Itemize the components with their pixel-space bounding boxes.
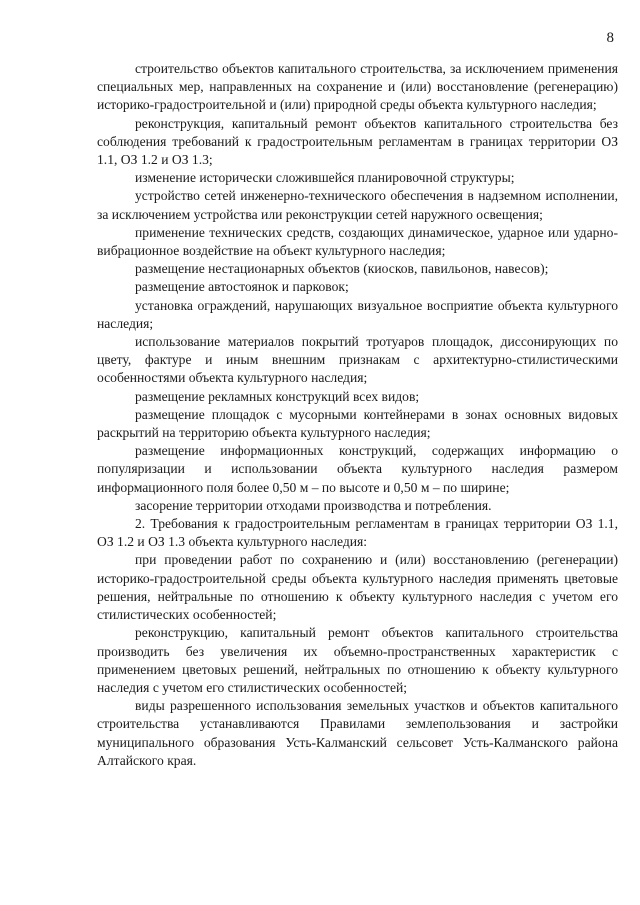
paragraph: установка ограждений, нарушающих визуальное восприятие объекта культурного наследия; bbox=[97, 297, 618, 331]
paragraph: использование материалов покрытий тротуаров площадок, диссонирующих по цвету, фактуре и иным внешним признакам с архитектурно-стилистическими особенностями объекта культурного наследия; bbox=[97, 334, 618, 386]
paragraph: при проведении работ по сохранению и (или) восстановлению (регенерации) историко-градостроительной среды объекта культурного наследия применять цветовые решения, нейтральные по отношению к объекту культурного наследия с учетом его стилистических особенностей; bbox=[97, 552, 618, 623]
paragraph: применение технических средств, создающих динамическое, ударное или ударно-вибрационное воздействие на объект культурного наследия; bbox=[97, 224, 618, 259]
document-body bbox=[97, 60, 618, 770]
paragraph: размещение площадок с мусорными контейнерами в зонах основных видовых раскрытий на территорию объекта культурного наследия; bbox=[97, 406, 618, 441]
paragraph: устройство сетей инженерно-технического обеспечения в надземном исполнении, за исключением устройства или реконструкции сетей наружного освещения; bbox=[97, 188, 618, 222]
paragraph: засорение территории отходами производства и потребления. bbox=[135, 497, 492, 513]
paragraph: строительство объектов капитального строительства, за исключением применения специальных мер, направленных на сохранение и (или) восстановление (регенерацию) историко-градостроительной и (или) природной среды объекта культурного наследия; bbox=[97, 61, 618, 113]
paragraph: размещение рекламных конструкций всех видов; bbox=[135, 388, 420, 404]
paragraph: реконструкция, капитальный ремонт объектов капитального строительства без соблюдения требований к градостроительным регламентам в границах территории ОЗ 1.1, ОЗ 1.2 и ОЗ 1.3; bbox=[97, 115, 618, 168]
paragraph: размещение нестационарных объектов (киосков, павильонов, навесов); bbox=[135, 261, 549, 277]
paragraph: изменение исторически сложившейся планировочной структуры; bbox=[135, 170, 515, 186]
page-number: 8 bbox=[606, 30, 614, 46]
paragraph: реконструкцию, капитальный ремонт объектов капитального строительства производить без увеличения их объемно-пространственных характеристик с применением цветовых решений, нейтральных по отношению к объекту культурного наследия с учетом его стилистических особенностей; bbox=[97, 625, 618, 695]
paragraph: размещение автостоянок и парковок; bbox=[135, 279, 349, 295]
section-heading: 2. Требования к градостроительным регламентам в границах территории ОЗ 1.1, ОЗ 1.2 и ОЗ 1.3 объекта культурного наследия: bbox=[97, 516, 618, 550]
paragraph: виды разрешенного использования земельных участков и объектов капитального строительства устанавливаются Правилами землепользования и застройки муниципального образования Усть-Калманский сельсовет Усть-Калманского района Алтайского края. bbox=[97, 698, 618, 768]
paragraph: размещение информационных конструкций, содержащих информацию о популяризации и использовании объекта культурного наследия размером информационного поля более 0,50 м – по высоте и 0,50 м – по ширине; bbox=[97, 443, 618, 495]
